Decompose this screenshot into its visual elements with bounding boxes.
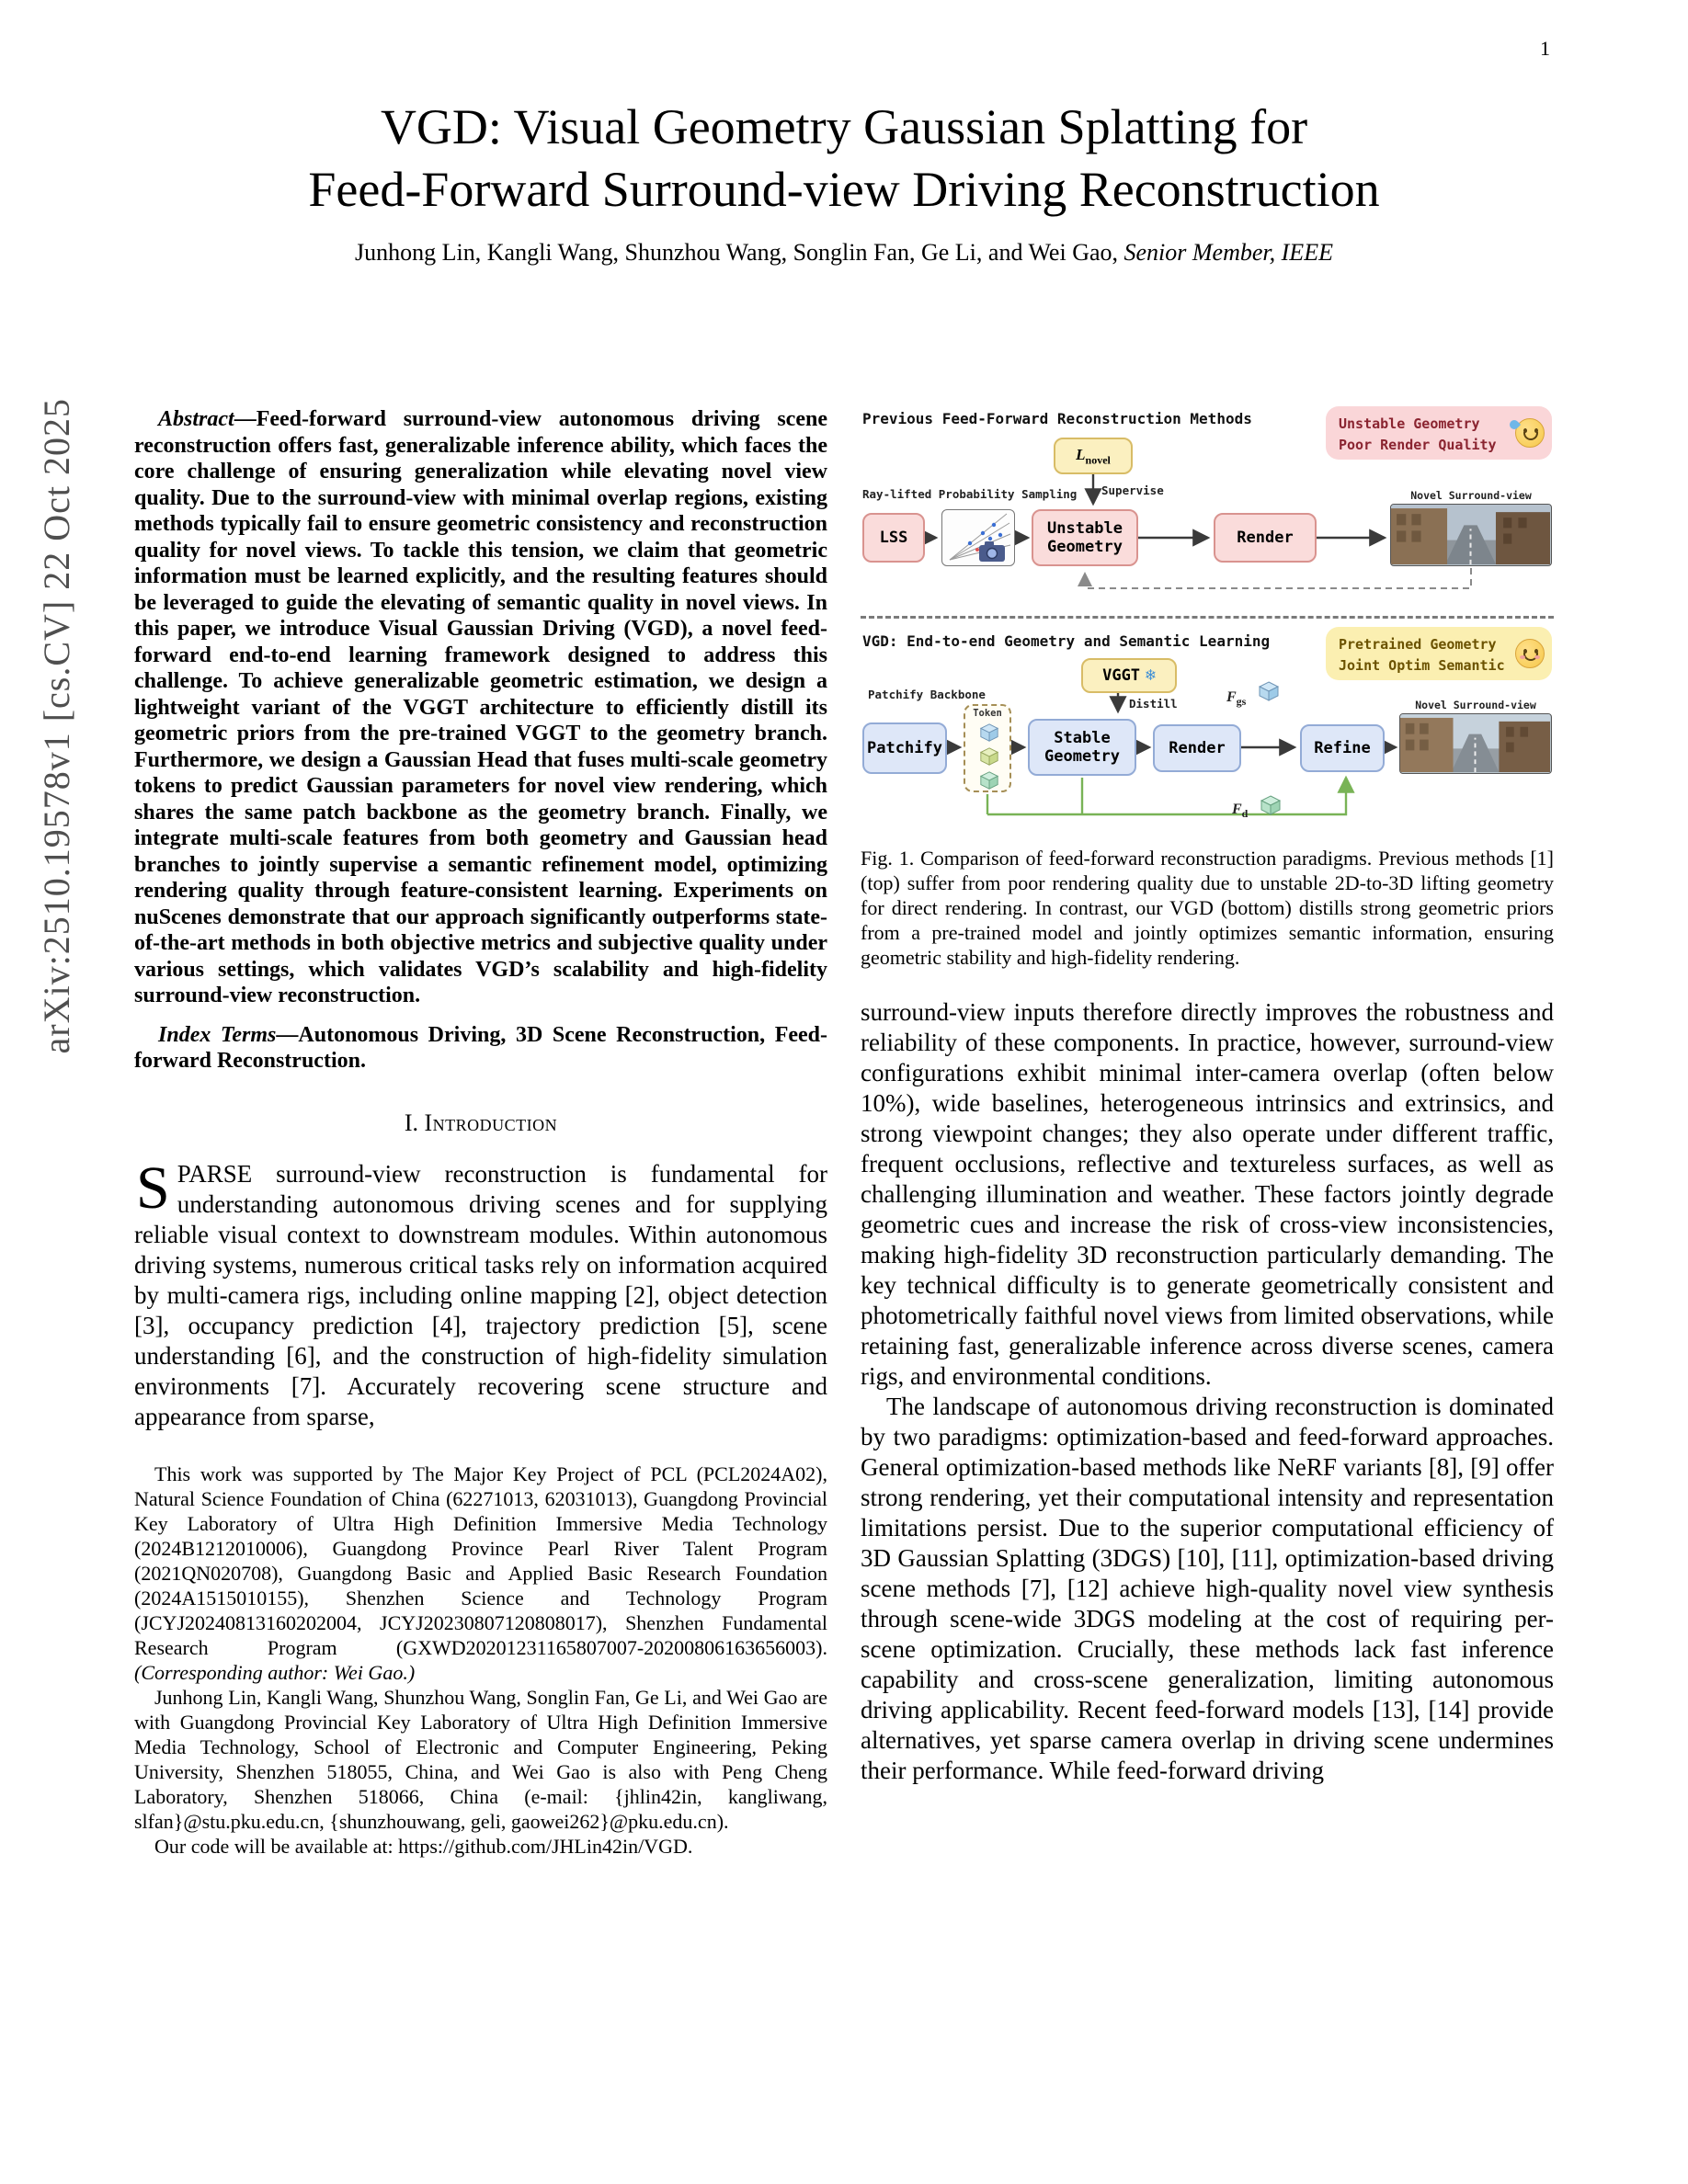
left-column [134,406,827,1859]
novel-surround-view-image-top [1390,504,1552,566]
fgs-subscript: gs [1236,695,1247,709]
arxiv-stamp [17,386,96,1066]
lss-box: LSS [862,513,925,563]
street-art-bottom [1400,714,1550,772]
patchify-box: Patchify [862,722,947,774]
author-membership: Senior Member, IEEE [1123,239,1333,266]
note-line1: Pretrained Geometry [1339,636,1497,653]
footnote-funding-text: This work was supported by The Major Key Project of PCL (PCL2024A02), Natural Science Foundation of China (62271013, 62031013), Guangdong Provincial Key Laboratory of Ultra High Definition Immersive Media Technology (2024B1212010006), Guangdong Province Pearl River Talent Program (2021QN020708), Guangdong Basic and Applied Basic Research Foundation (2024A1515010155), Shenzhen Science and Technology Program (JCYJ20240813160202004, JCYJ20230807120808017), Shenzhen Fundamental Research Program (GXWD20201231165807007-20200806163656003). [134,1462,827,1659]
index-terms-paragraph [134,1022,827,1075]
token-cube-icon [979,770,999,794]
paper-title-line2: Feed-Forward Surround-view Driving Reconstruction [308,162,1380,218]
right-paragraph-2: The landscape of autonomous driving reconstruction is dominated by two paradigms: optimization-based and feed-forward approaches. General optimization-based methods like NeRF variants [8], [9] offer strong rendering, yet their computational intensity and representation limitations persist. Due to the superior computational efficiency of 3D Gaussian Splatting (3DGS) [10], [11], optimization-based driving scene methods [7], [12] achieve high-quality novel view synthesis through scene-wide 3DGS modeling at the cost of requiring per-scene optimization. Crucially, these methods lack fast inference capability and cross-scene generalization, limiting autonomous driving applicability. Recent feed-forward models [13], [14] provide alternatives, yet sparse camera overlap in driving scene undermines their performance. While feed-forward driving [861,1393,1554,1784]
supervise-label: Supervise [1101,483,1164,497]
author-names: Junhong Lin, Kangli Wang, Shunzhou Wang, Songlin Fan, Ge Li, and Wei Gao, [355,239,1124,266]
intro-paragraph-text: PARSE surround-view reconstruction is fundamental for understanding autonomous driving scenes and for supplying reliable visual context to downstream modules. Within autonomous driving systems, numerous critical tasks rely on information acquired by multi-camera rigs, including online mapping [2], object detection [3], occupancy prediction [4], trajectory prediction [5], scene understanding [6], and the construction of high-fidelity simulation environments [7]. Accurately recovering scene structure and appearance from sparse, [134,1159,827,1430]
footnote-code [134,1834,827,1859]
code-repository-link[interactable]: https://github.com/JHLin42in/VGD. [398,1834,693,1858]
render-box-bottom: Render [1153,724,1241,772]
fgs-symbol: F [1226,689,1237,705]
section-heading-introduction [134,1109,827,1137]
fgs-feature-label [1226,689,1246,709]
patchify-backbone-label: Patchify Backbone [868,688,986,701]
render-box-top: Render [1214,513,1317,563]
loss-subscript: novel [1085,453,1111,467]
two-column-body [134,406,1554,1859]
relieved-face-icon [1515,639,1545,668]
section-title: Introduction [424,1109,558,1136]
arxiv-stamp-text: arXiv:2510.19578v1 [cs.CV] 22 Oct 2025 [35,398,77,1054]
fd-subscript: d [1241,807,1249,821]
right-paragraph-1: surround-view inputs therefore directly improves the robustness and reliability of these components. In practice, however, surround-view configurations exhibit minimal inter-camera overlap (often below 10%), wide baselines, heterogeneous intrinsics and extrinsics, and strong viewpoint changes; they also operate under different traffic, frequent occlusions, reflective and textureless surfaces, as well as challenging illumination and weather. These factors jointly degrade geometric cues and increase the risk of cross-view inconsistencies, making high-fidelity 3D reconstruction particularly demanding. The key technical difficulty is to generate geometrically consistent and photometrically faithful novel views from limited observations, while retaining fast, generalizable inference across diverse scenes, camera rigs, and environmental conditions. [861,998,1554,1390]
footnote-code-prefix: Our code will be available at: [154,1834,399,1858]
section-number: I. [404,1109,418,1136]
note-line1: Unstable Geometry [1339,415,1480,432]
note-line2: Joint Optim Semantic [1339,656,1505,674]
loss-symbol: L [1076,445,1086,463]
token-cube-icon [979,722,999,746]
abstract-paragraph [134,406,827,1009]
fd-symbol: F [1232,802,1242,817]
snowflake-icon: ❄ [1146,665,1156,686]
vgd-method-label: VGD: End-to-end Geometry and Semantic Learning [862,632,1271,650]
corresponding-author-note: (Corresponding author: Wei Gao.) [134,1660,416,1684]
intro-paragraph [134,1154,827,1432]
drop-cap: S [136,1154,170,1222]
footnote-affiliations: Junhong Lin, Kangli Wang, Shunzhou Wang, Songlin Fan, Ge Li, and Wei Gao are with Guangdong Provincial Key Laboratory of Ultra High Definition Immersive Media Technology, School of Electronic and Computer Engineering, Peking University, Shenzhen 518055, China, and Wei Gao is also with Peng Cheng Laboratory, Shenzhen 518066, China (e-mail: {jhlin42in, kangliwang, slfan}@stu.pku.edu.cn, {shunzhouwang, geli, gaowei262}@pku.edu.cn). [134,1685,827,1833]
street-art-top [1391,505,1550,564]
footnote-funding [134,1462,827,1685]
vggt-label: VGGT [1102,665,1141,685]
unstable-geometry-note [1326,406,1552,460]
page-number: 1 [1540,37,1550,60]
token-box [964,704,1011,792]
abstract-text: —Feed-forward surround-view autonomous driving scene reconstruction offers fast, generalizable inference ability, which faces the core challenge of ensuring generalization while elevating novel view quality. Due to the surround-view with minimal overlap regions, existing methods typically fail to ensure geometric consistency and reconstruction quality for novel views. To tackle this tension, we claim that geometric information must be learned explicitly, and the resulting features should be leveraged to guide the elevating of semantic quality in novel views. In this paper, we introduce Visual Gaussian Driving (VGD), a novel feed-forward end-to-end learning framework designed to address this challenge. To achieve generalizable geometric estimation, we design a lightweight variant of the VGGT architecture to efficiently distill its geometric priors from the pre-trained VGGT to the geometry branch. Furthermore, we design a Gaussian Head that fuses multi-scale geometry tokens to predict Gaussian parameters for novel view rendering, which shares the same patch backbone as the geometry branch. Finally, we integrate multi-scale features from both geometry and Gaussian head branches to jointly supervise a semantic refinement model, optimizing rendering quality through feature-consistent learning. Experiments on nuScenes demonstrate that our approach significantly outperforms state-of-the-art methods in both objective metrics and subjective quality under various settings, which validates VGD’s scalability and high-fidelity surround-view reconstruction. [134,407,827,1007]
index-terms-text: —Autonomous Driving, 3D Scene Reconstruction, Feed-forward Reconstruction. [134,1022,827,1073]
figure-caption: Fig. 1. Comparison of feed-forward reconstruction paradigms. Previous methods [1] (top) suffer from poor rendering quality due to unstable 2D-to-3D lifting geometry for direct rendering. In contrast, our VGD (bottom) distills strong geometric priors from a pre-trained model and jointly optimizes semantic information, ensuring geometric stability and high-fidelity rendering. [861,847,1554,969]
novel-view-label-top: Novel Surround-view [1410,489,1532,502]
right-column [861,406,1554,1859]
distill-label: Distill [1129,697,1178,711]
footnote-block [134,1462,827,1859]
unstable-geometry-box: Unstable Geometry [1032,509,1138,566]
note-line2: Poor Render Quality [1339,436,1497,453]
fgs-cube-icon [1258,680,1280,706]
index-terms-label: Index Terms [158,1022,277,1047]
novel-loss-box [1054,438,1133,474]
ray-sampling-image [941,509,1015,566]
abstract-label: Abstract [158,407,234,431]
token-label: Token [973,708,1002,719]
fd-cube-icon [1260,794,1282,820]
paper-title [0,96,1688,221]
pretrained-geometry-note [1326,627,1552,680]
token-cube-icon [979,746,999,770]
sweat-smile-face-icon [1515,418,1545,448]
figure-1 [861,406,1554,829]
stable-geometry-box: Stable Geometry [1028,719,1136,776]
camera-icon [979,541,1005,562]
author-line [0,239,1688,267]
previous-methods-label: Previous Feed-Forward Reconstruction Methods [862,410,1252,427]
ray-sampling-label: Ray-lifted Probability Sampling [862,487,1078,501]
vggt-box [1081,658,1177,693]
ray-sampling-art [942,510,1013,564]
fd-feature-label [1232,802,1248,821]
figure-divider [861,616,1554,619]
paper-title-line1: VGD: Visual Geometry Gaussian Splatting for [380,99,1308,154]
novel-surround-view-image-bottom [1399,713,1552,774]
refine-box: Refine [1300,724,1385,772]
novel-view-label-bottom: Novel Surround-view [1415,699,1536,711]
